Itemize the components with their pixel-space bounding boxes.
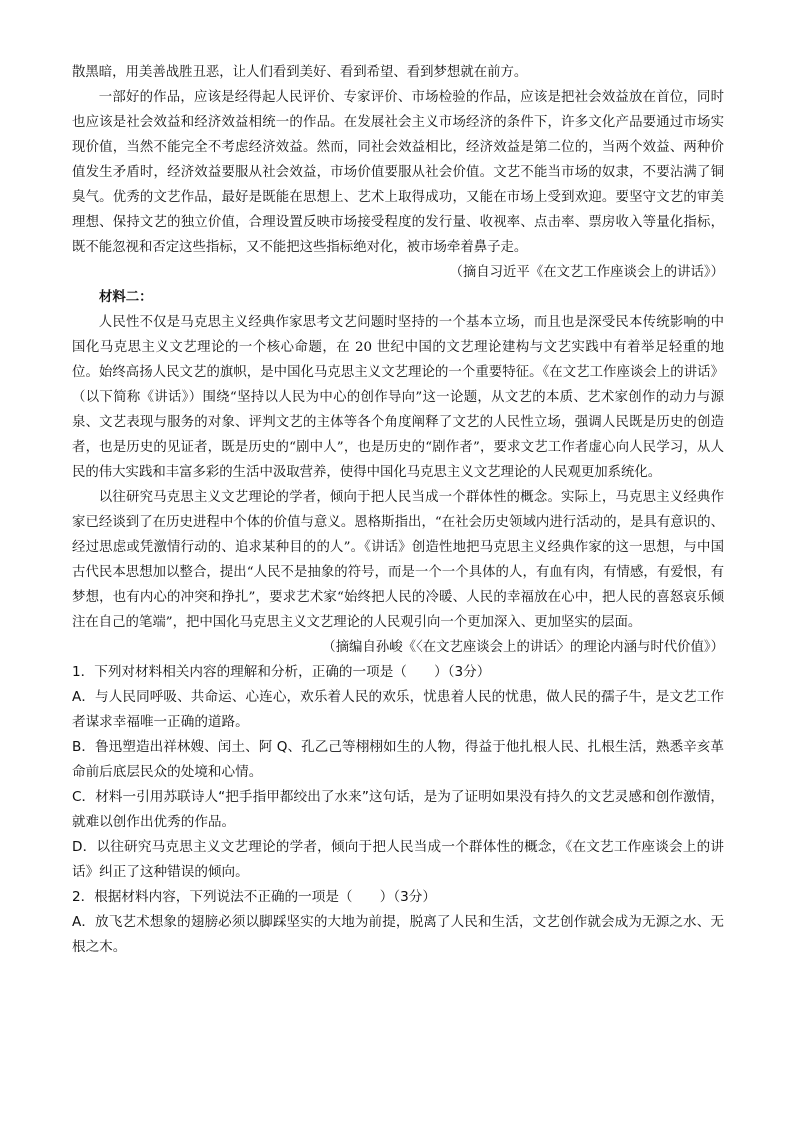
content-column — [72, 60, 724, 960]
material2-source: （摘编自孙峻《〈在文艺座谈会上的讲话〉的理论内涵与时代价值》） — [322, 640, 724, 655]
material1-paragraph: 一部好的作品，应该是经得起人民评价、专家评价、市场检验的作品，应该是把社会效益放在首位，同时也应该是社会效益和经济效益相统一的作品。在发展社会主义市场经济的条件下，许多文化产品要通过市场实现价值，当然不能完全不考虑经济效益。然而，同社会效益相比，经济效益是第二位的，当两个效益、两种价值发生矛盾时，经济效益要服从社会效益，市场价值要服从社会价值。文艺不能当市场的奴隶，不要沾满了铜臭气。优秀的文艺作品，最好是既能在思想上、艺术上取得成功，又能在市场上受到欢迎。要坚守文艺的审美理想、保持文艺的独立价值，合理设置反映市场接受程度的发行量、收视率、点击率、票房收入等量化指标，既不能忽视和否定这些指标，又不能把这些指标绝对化，被市场牵着鼻子走。 — [72, 90, 724, 255]
question-2-stem: 2．根据材料内容，下列说法不正确的一项是（ ）（3分） — [72, 889, 436, 905]
question-1-option-a: A．与人民同呼吸、共命运、心连心，欢乐着人民的欢乐，忧患着人民的忧患，做人民的孺子牛，是文艺工作者谋求幸福唯一正确的道路。 — [72, 689, 724, 730]
question-1-stem: 1．下列对材料相关内容的理解和分析，正确的一项是（ ）（3分） — [72, 664, 491, 680]
material2-heading: 材料二： — [99, 290, 153, 305]
question-2-option-a: A．放飞艺术想象的翅膀必须以脚踩坚实的大地为前提，脱离了人民和生活，文艺创作就会成为无源之水、无根之木。 — [72, 914, 724, 955]
material1-paragraph-continued: 散黑暗，用美善战胜丑恶，让人们看到美好、看到希望、看到梦想就在前方。 — [72, 65, 528, 80]
question-1-option-d: D．以往研究马克思主义文艺理论的学者，倾向于把人民当成一个群体性的概念，《在文艺工作座谈会上的讲话》纠正了这种错误的倾向。 — [72, 839, 724, 880]
material2-paragraph-2: 以往研究马克思主义文艺理论的学者，倾向于把人民当成一个群体性的概念。实际上，马克思主义经典作家已经谈到了在历史进程中个体的价值与意义。恩格斯指出，“在社会历史领域内进行活动的，是具有意识的、经过思虑或凭激情行动的、追求某种目的的人”。《讲话》创造性地把马克思主义经典作家的这一思想，与中国古代民本思想加以整合，提出“人民不是抽象的符号，而是一个一个具体的人，有血有肉，有情感，有爱恨，有梦想，也有内心的冲突和挣扎”，要求艺术家“始终把人民的冷暖、人民的幸福放在心中，把人民的喜怒哀乐倾注在自己的笔端”，把中国化马克思主义文艺理论的人民观引向一个更加深入、更加坚实的层面。 — [72, 490, 724, 630]
question-1-option-c: C．材料一引用苏联诗人“把手指甲都绞出了水来”这句话，是为了证明如果没有持久的文艺灵感和创作激情，就难以创作出优秀的作品。 — [72, 789, 724, 830]
material1-source: （摘自习近平《在文艺工作座谈会上的讲话》） — [449, 265, 724, 280]
question-1-option-b: B．鲁迅塑造出祥林嫂、闰土、阿 Q、孔乙己等栩栩如生的人物，得益于他扎根人民、扎根生活，熟悉辛亥革命前后底层民众的处境和心情。 — [72, 739, 724, 780]
material2-paragraph-1: 人民性不仅是马克思主义经典作家思考文艺问题时坚持的一个基本立场，而且也是深受民本传统影响的中国化马克思主义文艺理论的一个核心命题，在 20 世纪中国的文艺理论建构与文艺实践中有着举足轻重的地位。始终高扬人民文艺的旗帜，是中国化马克思主义文艺理论的一个重要特征。《在文艺工作座谈会上的讲话》（以下简称《讲话》）围绕“坚持以人民为中心的创作导向”这一论题，从文艺的本质、艺术家创作的动力与源泉、文艺表现与服务的对象、评判文艺的主体等各个角度阐释了文艺的人民性立场，强调人民既是历史的创造者，也是历史的见证者，既是历史的“剧中人”，也是历史的“剧作者”，要求文艺工作者虚心向人民学习，从人民的伟大实践和丰富多彩的生活中汲取营养，使得中国化马克思主义文艺理论的人民观更加系统化。 — [72, 315, 724, 480]
